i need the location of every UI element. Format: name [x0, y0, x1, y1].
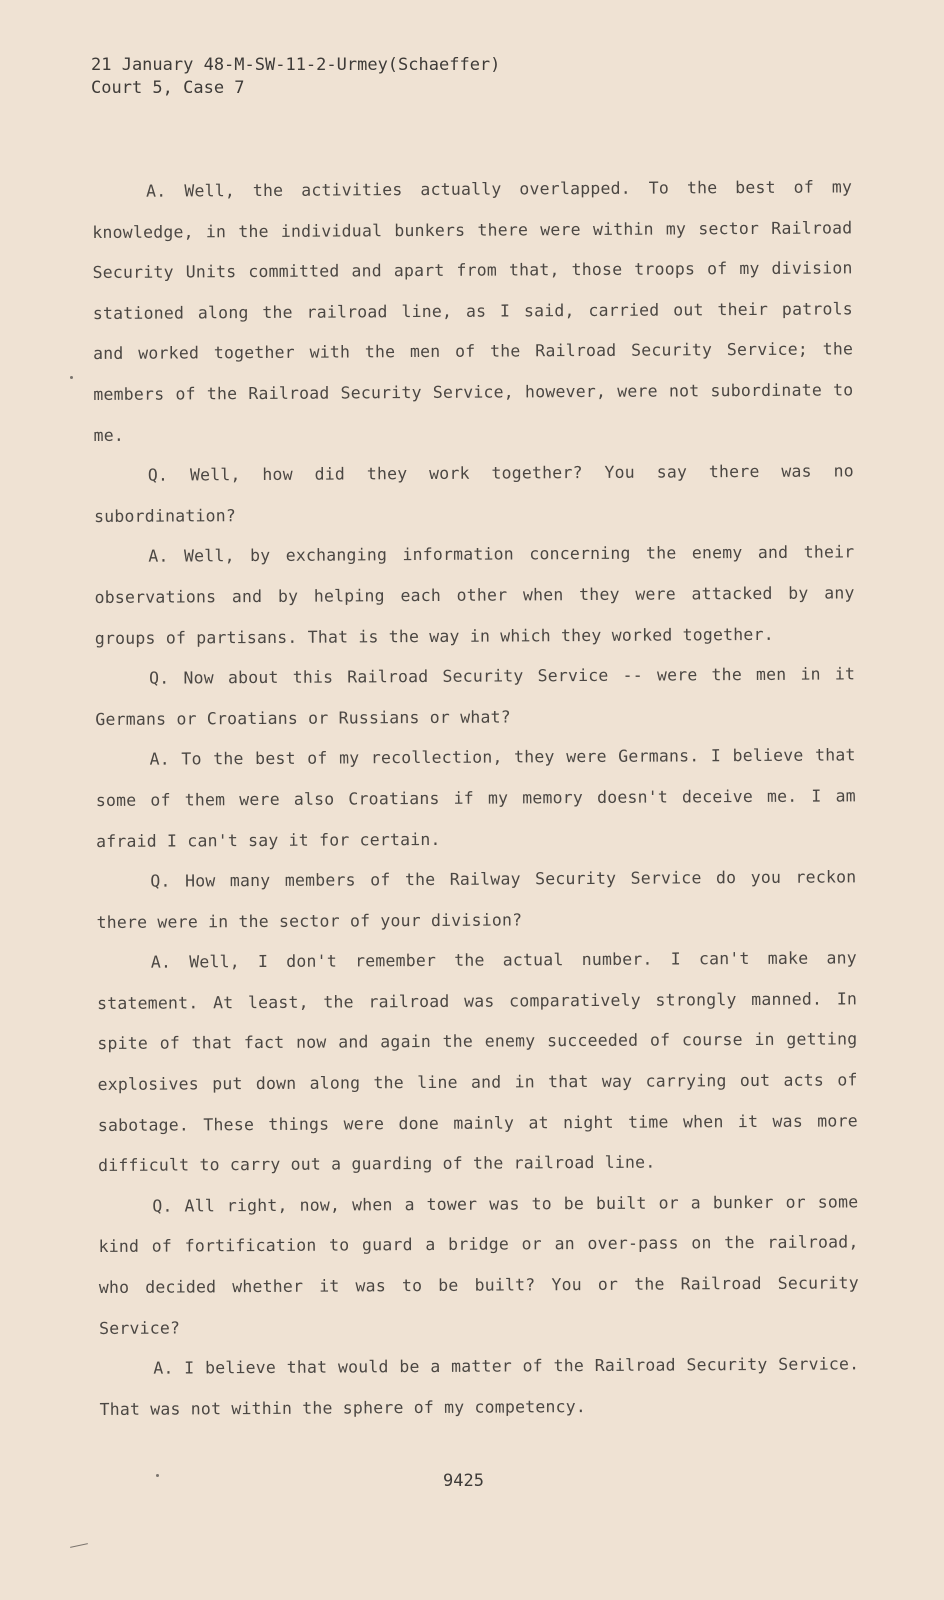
paper-speck-mark — [156, 1474, 159, 1477]
transcript-paragraph: Q. How many members of the Railway Security Service do you reckon there were in the sector of your division? — [96, 867, 857, 932]
header-date-reference: 21 January 48-M-SW-11-2-Urmey(Schaeffer) — [91, 55, 501, 75]
transcript-paragraph: A. I believe that would be a matter of the Railroad Security Service. That was not within the sphere of my competency. — [99, 1354, 860, 1419]
transcript-paragraph: A. Well, I don't remember the actual number. I can't make any statement. At least, the railroad was comparatively strongly manned. In spite of that fact now and again the enemy succeeded of course in getting explosives put down along the line and in that way carrying out acts of sabotage. These things were done mainly at night time when it was more difficult to carry out a guarding of the railroad line. — [97, 948, 858, 1176]
transcript-paragraph: Q. Well, how did they work together? You say there was no subordination? — [94, 461, 854, 526]
transcript-paragraph: A. To the best of my recollection, they were Germans. I believe that some of them were also Croatians if my memory doesn't deceive me. I am afraid I can't say it for certain. — [95, 745, 856, 851]
transcript-paragraph: A. Well, by exchanging information concerning the enemy and their observations and by helping each other when they were attacked by any groups of partisans. That is the way in which they worked together. — [94, 542, 855, 648]
paper-speck-mark — [70, 376, 73, 379]
paper-speck-mark — [70, 1543, 88, 1548]
header-court-case: Court 5, Case 7 — [91, 78, 245, 98]
document-header — [91, 54, 500, 100]
transcript-paragraph: Q. Now about this Railroad Security Service -- were the men in it Germans or Croatians or Russians or what? — [95, 664, 856, 729]
transcript-paragraph: A. Well, the activities actually overlapped. To the best of my knowledge, in the individual bunkers there were within my sector Railroad Security Units committed and apart from that, those troops of my division stationed along the railroad line, as I said, carried out their patrols and worked together with the men of the Railroad Security Service; the members of the Railroad Security Service, however, were not subordinate to me. — [92, 177, 854, 445]
transcript-paragraph: Q. All right, now, when a tower was to be built or a bunker or some kind of fortification to guard a bridge or an over-pass on the railroad, who decided whether it was to be built? You or the Railroad Security Service? — [98, 1192, 859, 1338]
page-number: 9425 — [443, 1471, 484, 1491]
transcript-body — [92, 167, 860, 1430]
